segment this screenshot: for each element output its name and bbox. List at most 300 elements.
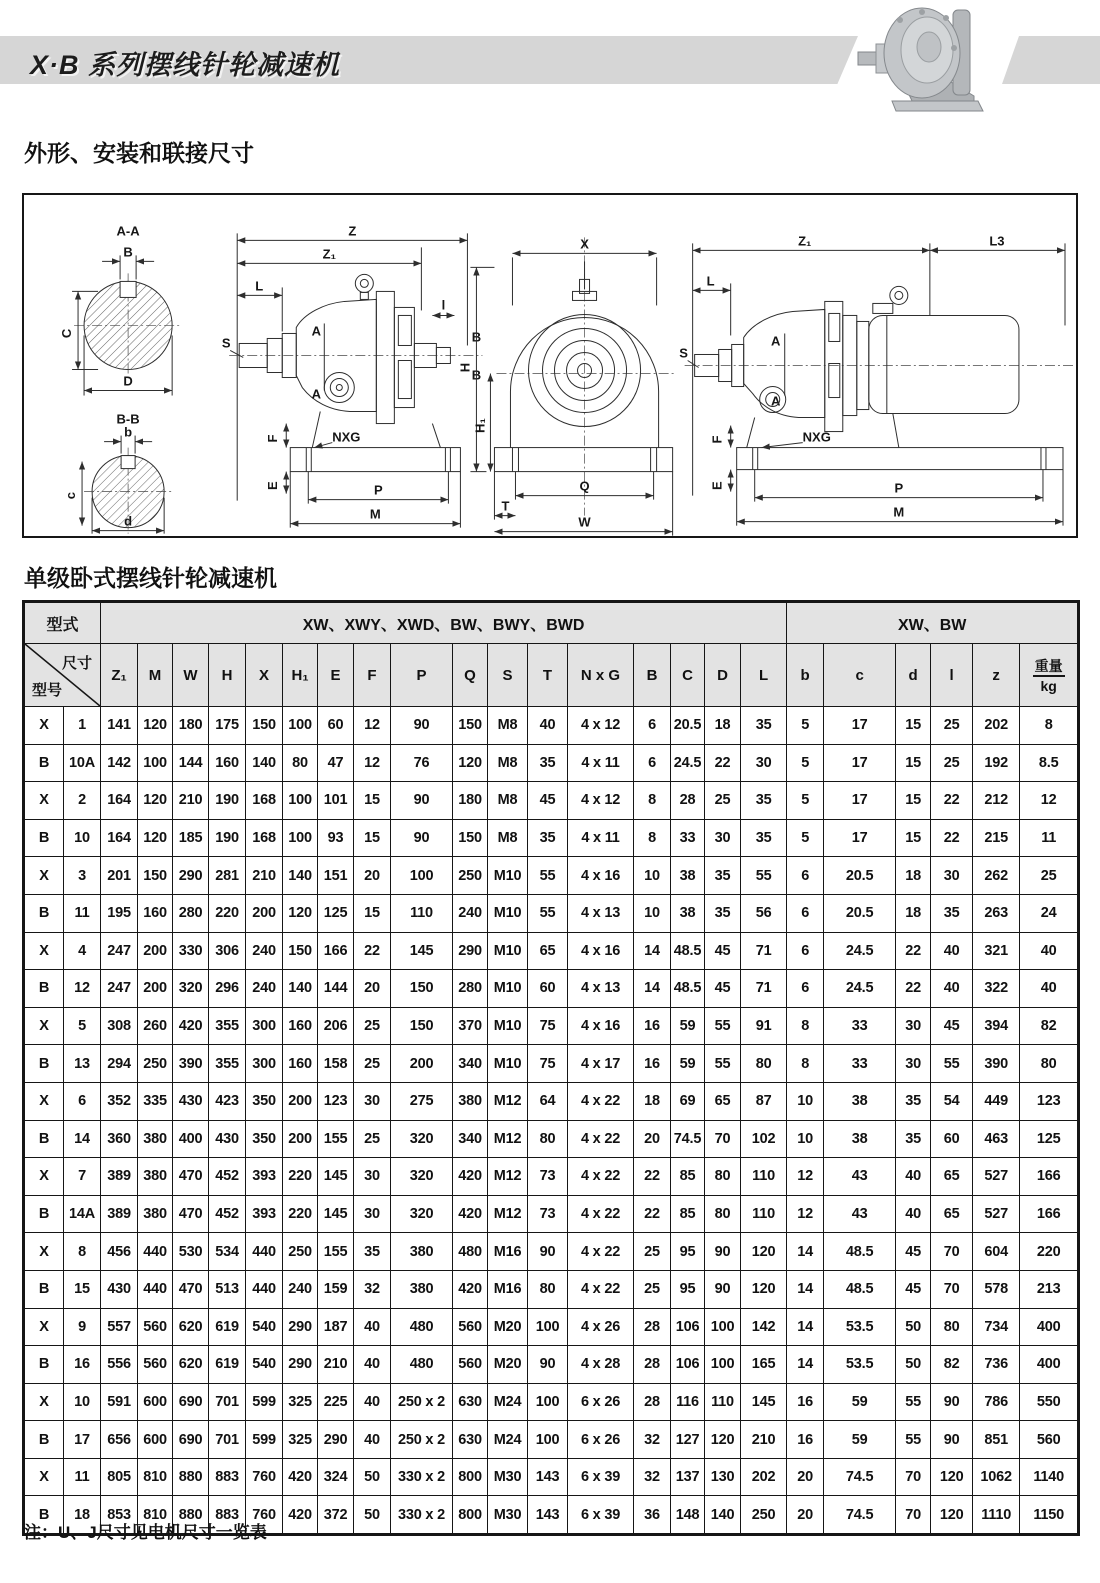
model-cell: 4 [64, 932, 101, 970]
value-cell: 393 [246, 1158, 283, 1196]
value-cell: 321 [973, 932, 1020, 970]
value-cell: 195 [101, 894, 138, 932]
series-cell: B [24, 744, 64, 782]
dim-label: B [123, 244, 133, 260]
value-cell: 74.5 [824, 1496, 896, 1535]
value-cell: 35 [896, 1120, 931, 1158]
value-cell: 352 [101, 1082, 138, 1120]
value-cell: 65 [931, 1158, 973, 1196]
value-cell: 80 [705, 1195, 741, 1233]
value-cell: 45 [705, 932, 741, 970]
value-cell: 22 [705, 744, 741, 782]
series-cell: X [24, 1082, 64, 1120]
value-cell: 100 [283, 707, 318, 745]
table-row [24, 782, 1079, 820]
value-cell: 53.5 [824, 1308, 896, 1346]
value-cell: 160 [138, 894, 173, 932]
value-cell: 290 [283, 1308, 318, 1346]
dim-label: L [706, 273, 715, 289]
value-cell: 440 [246, 1233, 283, 1271]
value-cell: 8 [634, 819, 671, 857]
value-cell: 150 [283, 932, 318, 970]
value-cell: 47 [318, 744, 354, 782]
value-cell: 4 x 22 [568, 1195, 634, 1233]
series-cell: X [24, 932, 64, 970]
value-cell: 281 [209, 857, 246, 895]
reducer-product-image [856, 2, 990, 115]
value-cell: 4 x 22 [568, 1120, 634, 1158]
value-cell: 420 [453, 1195, 488, 1233]
value-cell: 50 [896, 1346, 931, 1384]
col-header: D [705, 644, 741, 707]
value-cell: 28 [634, 1308, 671, 1346]
col-header: Q [453, 644, 488, 707]
value-cell: 100 [283, 819, 318, 857]
model-cell: 8 [64, 1233, 101, 1271]
col-header: z [973, 644, 1020, 707]
model-cell: 10 [64, 1383, 101, 1421]
value-cell: 82 [931, 1346, 973, 1384]
value-cell: 127 [671, 1421, 705, 1459]
value-cell: 141 [101, 707, 138, 745]
series-cell: B [24, 1045, 64, 1083]
table-row [24, 1270, 1079, 1308]
value-cell: 6 [634, 744, 671, 782]
value-cell: M16 [488, 1270, 528, 1308]
value-cell: M10 [488, 894, 528, 932]
value-cell: 390 [173, 1045, 209, 1083]
value-cell: 6 [787, 970, 824, 1008]
value-cell: 48.5 [824, 1233, 896, 1271]
value-cell: 206 [318, 1007, 354, 1045]
value-cell: 805 [101, 1458, 138, 1496]
model-cell: 5 [64, 1007, 101, 1045]
value-cell: 10 [634, 857, 671, 895]
value-cell: 262 [973, 857, 1020, 895]
value-cell: 290 [453, 932, 488, 970]
value-cell: 158 [318, 1045, 354, 1083]
value-cell: 80 [1020, 1045, 1079, 1083]
value-cell: 22 [931, 782, 973, 820]
value-cell: 168 [246, 819, 283, 857]
value-cell: 470 [173, 1270, 209, 1308]
value-cell: 90 [931, 1383, 973, 1421]
value-cell: 35 [705, 894, 741, 932]
value-cell: 430 [101, 1270, 138, 1308]
series-cell: X [24, 1158, 64, 1196]
value-cell: 192 [973, 744, 1020, 782]
value-cell: 630 [453, 1421, 488, 1459]
value-cell: 95 [671, 1270, 705, 1308]
section-view-bb [63, 412, 172, 534]
col-header: S [488, 644, 528, 707]
value-cell: 800 [453, 1458, 488, 1496]
value-cell: 1062 [973, 1458, 1020, 1496]
value-cell: 380 [391, 1233, 453, 1271]
value-cell: 24.5 [671, 744, 705, 782]
dim-label: A [771, 393, 781, 409]
value-cell: 30 [354, 1195, 391, 1233]
value-cell: 393 [246, 1195, 283, 1233]
model-cell: 14 [64, 1120, 101, 1158]
value-cell: 36 [634, 1496, 671, 1535]
value-cell: 306 [209, 932, 246, 970]
side-view [222, 223, 483, 527]
value-cell: 4 x 26 [568, 1308, 634, 1346]
value-cell: M8 [488, 707, 528, 745]
value-cell: 480 [391, 1308, 453, 1346]
series-cell: X [24, 857, 64, 895]
series-cell: X [24, 782, 64, 820]
dim-label: Z [348, 223, 357, 239]
value-cell: 65 [931, 1195, 973, 1233]
value-cell: 45 [528, 782, 568, 820]
value-cell: 40 [1020, 932, 1079, 970]
col-header: l [931, 644, 973, 707]
value-cell: 144 [173, 744, 209, 782]
value-cell: 110 [741, 1195, 787, 1233]
value-cell: 20.5 [671, 707, 705, 745]
value-cell: 690 [173, 1383, 209, 1421]
value-cell: 8 [634, 782, 671, 820]
value-cell: 110 [705, 1383, 741, 1421]
value-cell: M8 [488, 782, 528, 820]
value-cell: M30 [488, 1496, 528, 1535]
value-cell: 350 [246, 1120, 283, 1158]
series-cell: B [24, 1346, 64, 1384]
value-cell: 160 [283, 1045, 318, 1083]
value-cell: 5 [787, 707, 824, 745]
value-cell: 65 [528, 932, 568, 970]
value-cell: 263 [973, 894, 1020, 932]
value-cell: 150 [391, 970, 453, 1008]
value-cell: 43 [824, 1158, 896, 1196]
value-cell: 160 [283, 1007, 318, 1045]
value-cell: 320 [173, 970, 209, 1008]
value-cell: 35 [528, 819, 568, 857]
value-cell: 90 [391, 782, 453, 820]
value-cell: 10 [787, 1120, 824, 1158]
model-cell: 3 [64, 857, 101, 895]
value-cell: 380 [391, 1270, 453, 1308]
value-cell: 550 [1020, 1383, 1079, 1421]
value-cell: 200 [138, 970, 173, 1008]
value-cell: 123 [1020, 1082, 1079, 1120]
value-cell: 65 [705, 1082, 741, 1120]
value-cell: 380 [138, 1158, 173, 1196]
value-cell: 140 [705, 1496, 741, 1535]
value-cell: 16 [634, 1007, 671, 1045]
model-cell: 17 [64, 1421, 101, 1459]
value-cell: 296 [209, 970, 246, 1008]
value-cell: 100 [138, 744, 173, 782]
value-cell: 25 [354, 1045, 391, 1083]
model-cell: 11 [64, 894, 101, 932]
value-cell: 18 [634, 1082, 671, 1120]
group-header-row [24, 602, 1079, 644]
value-cell: 164 [101, 782, 138, 820]
value-cell: M8 [488, 819, 528, 857]
col-header: H [209, 644, 246, 707]
value-cell: 240 [453, 894, 488, 932]
value-cell: 140 [246, 744, 283, 782]
value-cell: 560 [138, 1346, 173, 1384]
value-cell: 155 [318, 1233, 354, 1271]
value-cell: 591 [101, 1383, 138, 1421]
value-cell: 560 [453, 1308, 488, 1346]
value-cell: 5 [787, 819, 824, 857]
value-cell: 240 [246, 932, 283, 970]
value-cell: 18 [896, 857, 931, 895]
type-header: 型式 [24, 602, 101, 644]
value-cell: 80 [528, 1120, 568, 1158]
value-cell: 38 [671, 894, 705, 932]
series-cell: B [24, 1270, 64, 1308]
value-cell: 599 [246, 1421, 283, 1459]
value-cell: 116 [671, 1383, 705, 1421]
value-cell: 240 [283, 1270, 318, 1308]
weight-label: 重量 [1033, 659, 1065, 677]
value-cell: 10 [634, 894, 671, 932]
value-cell: M10 [488, 1045, 528, 1083]
col-header-weight [1020, 644, 1079, 707]
value-cell: 620 [173, 1346, 209, 1384]
value-cell: 142 [101, 744, 138, 782]
dim-label: P [894, 480, 904, 496]
motor-view [679, 233, 1073, 525]
value-cell: 90 [528, 1233, 568, 1271]
dim-label: P [374, 482, 383, 498]
dimension-drawing-panel [22, 193, 1078, 538]
dim-label: M [369, 506, 381, 522]
value-cell: 320 [391, 1120, 453, 1158]
table-row [24, 1383, 1079, 1421]
value-cell: 33 [671, 819, 705, 857]
value-cell: 35 [741, 707, 787, 745]
value-cell: M8 [488, 744, 528, 782]
value-cell: 30 [896, 1007, 931, 1045]
value-cell: 40 [896, 1158, 931, 1196]
value-cell: 55 [896, 1383, 931, 1421]
value-cell: 250 [138, 1045, 173, 1083]
dim-label: NXG [332, 429, 361, 445]
value-cell: 330 x 2 [391, 1496, 453, 1535]
value-cell: 810 [138, 1458, 173, 1496]
section-view-aa [59, 223, 182, 395]
value-cell: 6 [787, 894, 824, 932]
value-cell: 760 [246, 1496, 283, 1535]
value-cell: 80 [741, 1045, 787, 1083]
value-cell: 50 [354, 1496, 391, 1535]
value-cell: 142 [741, 1308, 787, 1346]
value-cell: 45 [896, 1233, 931, 1271]
value-cell: 14 [787, 1346, 824, 1384]
dim-label: M [893, 504, 905, 520]
value-cell: 400 [1020, 1308, 1079, 1346]
value-cell: 120 [741, 1270, 787, 1308]
value-cell: 619 [209, 1308, 246, 1346]
value-cell: 48.5 [824, 1270, 896, 1308]
value-cell: 55 [528, 857, 568, 895]
value-cell: 4 x 13 [568, 894, 634, 932]
value-cell: M10 [488, 970, 528, 1008]
value-cell: 106 [671, 1308, 705, 1346]
series-cell: X [24, 1233, 64, 1271]
value-cell: 4 x 22 [568, 1158, 634, 1196]
dimension-drawing [24, 195, 1076, 536]
value-cell: 53.5 [824, 1346, 896, 1384]
value-cell: 145 [318, 1195, 354, 1233]
value-cell: 143 [528, 1496, 568, 1535]
dim-label: A [311, 323, 321, 339]
value-cell: 294 [101, 1045, 138, 1083]
value-cell: 17 [824, 744, 896, 782]
value-cell: 20 [354, 857, 391, 895]
value-cell: 423 [209, 1082, 246, 1120]
value-cell: 40 [1020, 970, 1079, 1008]
series-cell: X [24, 707, 64, 745]
value-cell: M12 [488, 1082, 528, 1120]
value-cell: 440 [246, 1270, 283, 1308]
value-cell: 4 x 17 [568, 1045, 634, 1083]
value-cell: 308 [101, 1007, 138, 1045]
value-cell: 82 [1020, 1007, 1079, 1045]
value-cell: 883 [209, 1458, 246, 1496]
value-cell: 15 [896, 744, 931, 782]
value-cell: 880 [173, 1458, 209, 1496]
value-cell: 210 [173, 782, 209, 820]
corner-model-label: 型号 [32, 682, 63, 699]
value-cell: 280 [173, 894, 209, 932]
value-cell: 540 [246, 1308, 283, 1346]
value-cell: 100 [528, 1308, 568, 1346]
value-cell: 851 [973, 1421, 1020, 1459]
value-cell: 20.5 [824, 857, 896, 895]
value-cell: 5 [787, 744, 824, 782]
value-cell: 14 [787, 1233, 824, 1271]
spec-table [22, 600, 1080, 1536]
value-cell: 225 [318, 1383, 354, 1421]
value-cell: 6 x 39 [568, 1458, 634, 1496]
value-cell: 54 [931, 1082, 973, 1120]
value-cell: 70 [896, 1458, 931, 1496]
dim-label: E [709, 481, 725, 490]
value-cell: 325 [283, 1383, 318, 1421]
value-cell: 620 [173, 1308, 209, 1346]
value-cell: 420 [173, 1007, 209, 1045]
value-cell: 40 [354, 1421, 391, 1459]
value-cell: 800 [453, 1496, 488, 1535]
value-cell: 420 [453, 1158, 488, 1196]
value-cell: 20 [787, 1458, 824, 1496]
series-cell: B [24, 819, 64, 857]
value-cell: 4 x 22 [568, 1270, 634, 1308]
value-cell: 12 [354, 744, 391, 782]
value-cell: 4 x 12 [568, 782, 634, 820]
value-cell: 4 x 11 [568, 819, 634, 857]
value-cell: 48.5 [671, 970, 705, 1008]
value-cell: 90 [705, 1270, 741, 1308]
value-cell: 16 [634, 1045, 671, 1083]
value-cell: 16 [787, 1383, 824, 1421]
value-cell: 355 [209, 1007, 246, 1045]
value-cell: 527 [973, 1158, 1020, 1196]
value-cell: 93 [318, 819, 354, 857]
table-row [24, 970, 1079, 1008]
value-cell: 55 [528, 894, 568, 932]
dim-label: F [265, 434, 281, 443]
value-cell: 701 [209, 1421, 246, 1459]
value-cell: 370 [453, 1007, 488, 1045]
col-header: X [246, 644, 283, 707]
value-cell: 38 [671, 857, 705, 895]
value-cell: 734 [973, 1308, 1020, 1346]
value-cell: 394 [973, 1007, 1020, 1045]
dim-label: W [578, 514, 591, 530]
value-cell: 85 [671, 1195, 705, 1233]
value-cell: 164 [101, 819, 138, 857]
value-cell: 480 [391, 1346, 453, 1384]
value-cell: 38 [824, 1082, 896, 1120]
section-label: B-B [116, 411, 140, 427]
value-cell: 150 [246, 707, 283, 745]
value-cell: 90 [705, 1233, 741, 1271]
value-cell: 120 [741, 1233, 787, 1271]
value-cell: 210 [246, 857, 283, 895]
table-row [24, 1158, 1079, 1196]
model-cell: 9 [64, 1308, 101, 1346]
table-row [24, 857, 1079, 895]
dim-label: H₁ [472, 418, 488, 433]
value-cell: 140 [283, 857, 318, 895]
value-cell: 8.5 [1020, 744, 1079, 782]
value-cell: 200 [283, 1120, 318, 1158]
value-cell: M12 [488, 1120, 528, 1158]
dim-label: F [709, 435, 725, 444]
series-cell: B [24, 1496, 64, 1535]
group-header-xwbw: XW、BW [787, 602, 1079, 644]
value-cell: 70 [931, 1270, 973, 1308]
value-cell: 15 [896, 782, 931, 820]
value-cell: 4 x 28 [568, 1346, 634, 1384]
value-cell: 101 [318, 782, 354, 820]
value-cell: 60 [528, 970, 568, 1008]
value-cell: 137 [671, 1458, 705, 1496]
value-cell: 185 [173, 819, 209, 857]
value-cell: 440 [138, 1270, 173, 1308]
dim-label: H [457, 362, 473, 373]
value-cell: 420 [283, 1496, 318, 1535]
model-cell: 10 [64, 819, 101, 857]
value-cell: 70 [931, 1233, 973, 1271]
value-cell: 4 x 16 [568, 857, 634, 895]
value-cell: 260 [138, 1007, 173, 1045]
model-cell: 6 [64, 1082, 101, 1120]
value-cell: 250 [741, 1496, 787, 1535]
value-cell: 25 [634, 1270, 671, 1308]
value-cell: 619 [209, 1346, 246, 1384]
value-cell: 35 [931, 894, 973, 932]
value-cell: 144 [318, 970, 354, 1008]
value-cell: 250 [283, 1233, 318, 1271]
value-cell: 24.5 [824, 932, 896, 970]
series-cell: X [24, 1458, 64, 1496]
table-row [24, 1421, 1079, 1459]
value-cell: 30 [705, 819, 741, 857]
value-cell: 6 [787, 932, 824, 970]
value-cell: 59 [824, 1383, 896, 1421]
value-cell: 320 [391, 1195, 453, 1233]
